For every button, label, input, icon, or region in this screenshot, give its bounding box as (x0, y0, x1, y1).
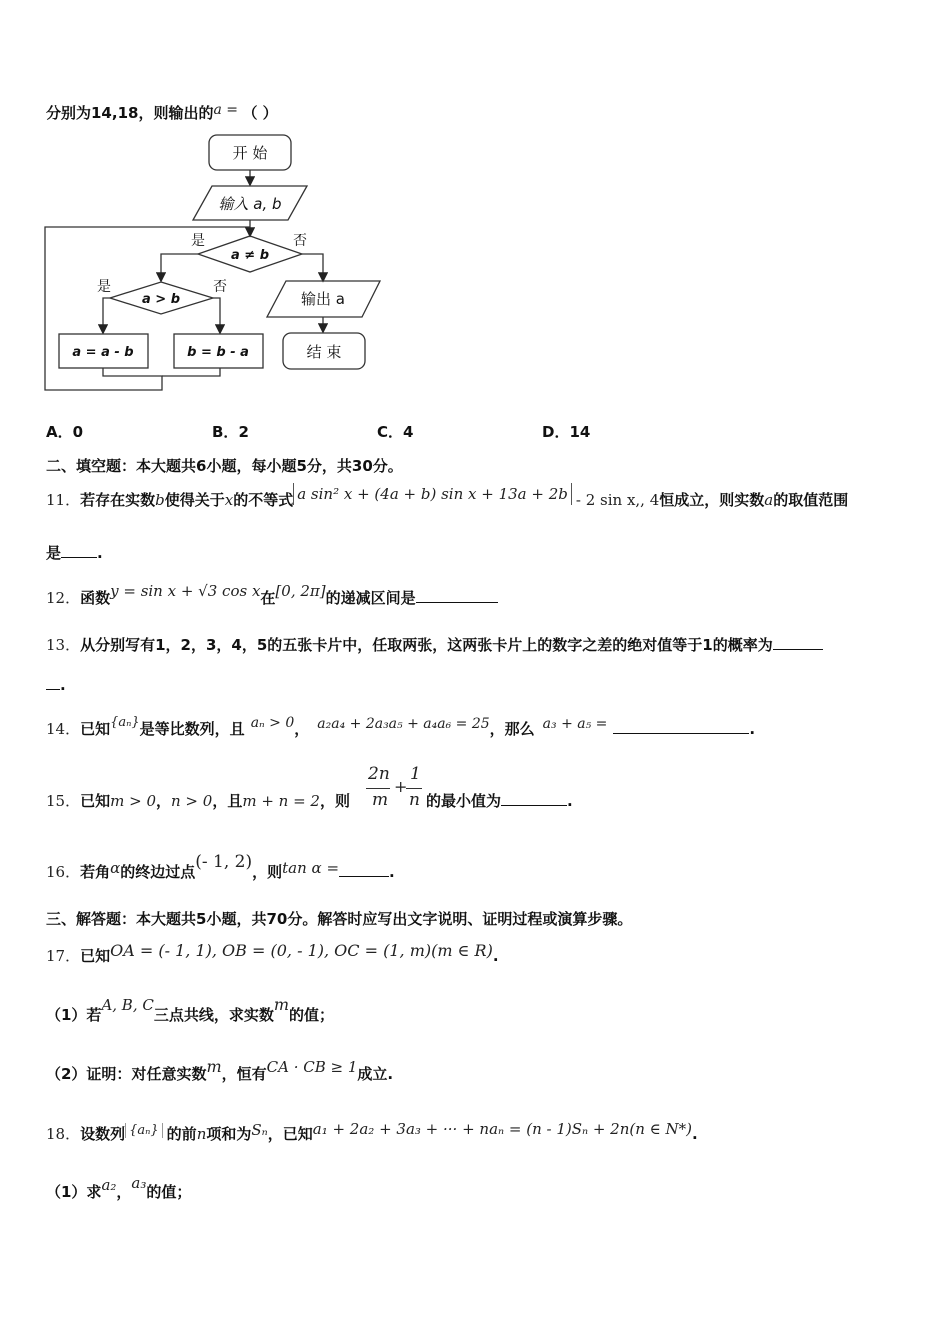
q10-intro-line (46, 102, 278, 123)
q14-answer-blank[interactable] (613, 719, 749, 734)
q13-line2: . (46, 675, 66, 694)
q18-line: 18．设数列 {aₙ} 的前n项和为Sₙ，已知a₁ + 2a₂ + 3a₃ + ··· + naₙ = (n - 1)Sₙ + 2n(n ∈ N*). (46, 1120, 698, 1143)
q10-option-a: A．0 (46, 423, 84, 441)
q16-answer-blank[interactable] (339, 862, 389, 877)
q11-answer-blank[interactable] (61, 543, 97, 558)
q17-sub1: （1）若A, B, C三点共线，求实数m的值； (46, 995, 335, 1024)
q10-option-b: B．2 (212, 423, 249, 441)
q12-answer-blank[interactable] (416, 588, 498, 603)
q10-intro: 分别为14,18，则输出的 (46, 104, 214, 122)
q17-line: 17．已知OA = (- 1, 1), OB = (0, - 1), OC = (1, m)(m ∈ R). (46, 941, 499, 965)
flow-cond1-no: 否 (293, 233, 307, 249)
q15-line: 15．已知m > 0，n > 0，且m + n = 2，则 (46, 792, 350, 810)
q15-fraction-expr: 2n m + 1 n (368, 764, 421, 810)
q10-option-d: D．14 (542, 423, 591, 441)
flow-cond1-label: a ≠ b (230, 248, 270, 263)
q10-tail: （ ） (242, 104, 278, 122)
section2-heading: 二、填空题：本大题共6小题，每小题5分，共30分。 (46, 457, 403, 475)
flow-cond2-no: 否 (213, 279, 227, 295)
q13-line1: 13．从分别写有1，2，3，4，5的五张卡片中，任取两张，这两张卡片上的数字之差的绝对值等于1的概率为 (46, 634, 823, 655)
q10-equals: = (221, 102, 243, 118)
q16-line: 16．若角α的终边过点(- 1, 2)，则tan α = . (46, 852, 395, 881)
q15-answer-blank[interactable] (501, 791, 567, 806)
flow-cond2-label: a > b (141, 292, 181, 307)
q11-line1: 11．若存在实数b使得关于x的不等式 a sin² x + (4a + b) sin x + 13a + 2b - 2 sin x,, 4恒成立，则实数a的取值范围 (46, 485, 849, 509)
q11-abs-expr: a sin² x + (4a + b) sin x + 13a + 2b (293, 483, 572, 505)
flow-cond2-yes: 是 (97, 279, 111, 295)
q15-line-tail: 的最小值为 . (426, 792, 573, 810)
flow-end-label: 结 束 (306, 343, 342, 361)
q14-line: 14．已知{aₙ}是等比数列，且 aₙ > 0， a₂a₄ + 2a₃a₅ + a₄a₆ = 25，那么 a₃ + a₅ = . (46, 715, 756, 738)
flow-op2-label: b = b - a (187, 345, 249, 360)
flowchart (40, 130, 390, 395)
flow-op1-label: a = a - b (72, 345, 134, 360)
q11-line2: 是 . (46, 544, 103, 562)
q10-option-c: C．4 (377, 423, 414, 441)
q10-var-a: a (213, 102, 222, 118)
flow-output-label: 输出 a (301, 290, 345, 308)
flow-start-label: 开 始 (232, 144, 268, 162)
q18-sub1: （1）求a₂，a₃的值； (46, 1174, 192, 1201)
flow-cond1-yes: 是 (191, 233, 205, 249)
q13-answer-blank[interactable] (773, 635, 823, 650)
q17-sub2: （2）证明：对任意实数m，恒有CA · CB ≥ 1成立. (46, 1057, 394, 1083)
section3-heading: 三、解答题：本大题共5小题，共70分。解答时应写出文字说明、证明过程或演算步骤。 (46, 910, 633, 928)
q12-line: 12．函数y = sin x + √3 cos x在[0, 2π]的递减区间是 (46, 587, 498, 608)
flow-input-label: 输入 a, b (218, 195, 282, 213)
